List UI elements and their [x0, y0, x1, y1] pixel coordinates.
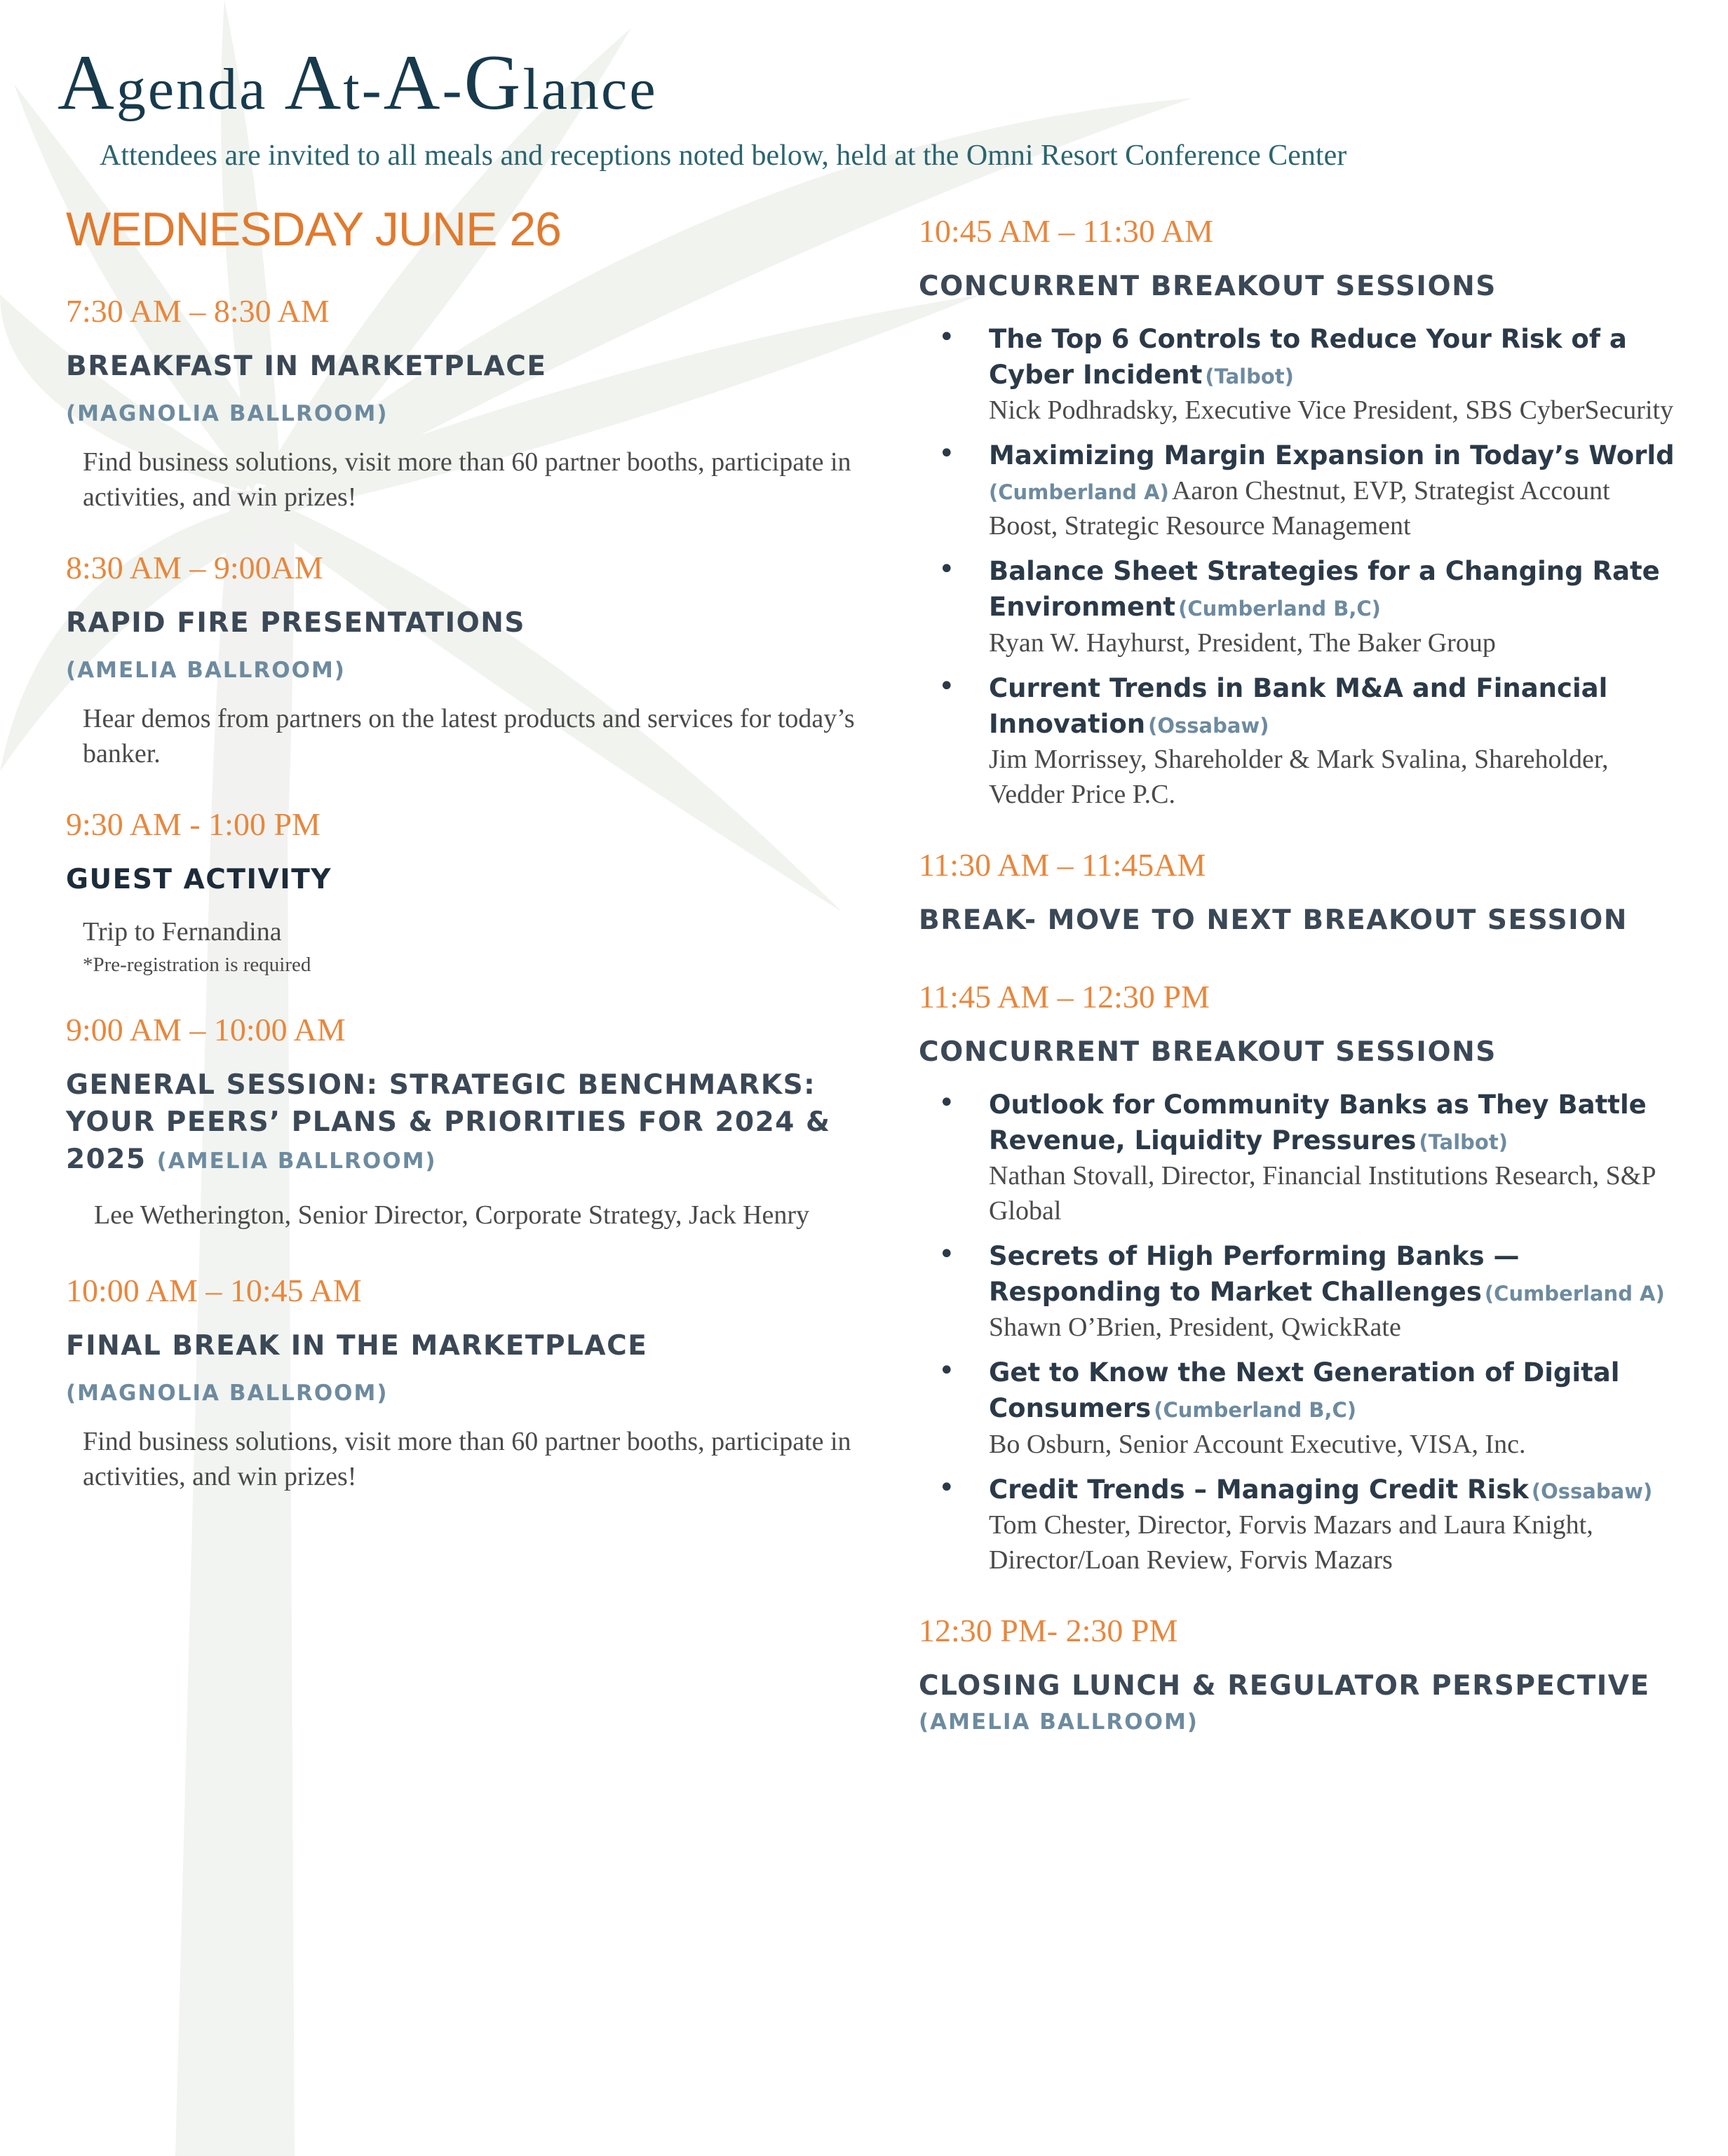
bullet-icon: •: [938, 670, 955, 703]
session-description: Trip to Fernandina: [83, 917, 282, 947]
session-title: CLOSING LUNCH & REGULATOR PERSPECTIVE: [919, 1670, 1650, 1702]
breakout-title: Get to Know the Next Generation of Digital Consumers: [989, 1357, 1620, 1424]
room-label: (AMELIA BALLROOM): [66, 657, 346, 683]
session-title: CONCURRENT BREAKOUT SESSIONS: [919, 1036, 1497, 1069]
bullet-icon: •: [938, 1086, 955, 1119]
room-label: (Ossabaw): [1148, 713, 1269, 738]
breakout-title: Maximizing Margin Expansion in Today’s World: [989, 440, 1675, 471]
right-column: [919, 212, 1676, 1735]
title-part: A: [58, 39, 116, 126]
session-title: [66, 1067, 865, 1178]
time-slot: 10:00 AM – 10:45 AM: [66, 1273, 362, 1309]
time-slot: 11:30 AM – 11:45AM: [919, 847, 1206, 883]
left-column: [66, 202, 865, 1528]
session-description: Find business solutions, visit more than 60 partner booths, participate in activities, and win prizes!: [83, 1426, 851, 1492]
title-part: -: [442, 57, 464, 122]
session-title-text: GENERAL SESSION: STRATEGIC BENCHMARKS: YOUR PEERS’ PLANS & PRIORITIES FOR 2024 & 2025: [66, 1069, 831, 1175]
session-note: *Pre-registration is required: [83, 954, 311, 977]
speaker: Bo Osburn, Senior Account Executive, VISA, Inc.: [989, 1429, 1526, 1459]
bullet-icon: •: [938, 320, 955, 353]
title-part: A: [284, 39, 344, 126]
breakout-title: Credit Trends – Managing Credit Risk: [989, 1474, 1529, 1505]
day-heading: WEDNESDAY JUNE 26: [66, 203, 561, 256]
room-label: (AMELIA BALLROOM): [919, 1709, 1199, 1735]
breakout-title: The Top 6 Controls to Reduce Your Risk of a Cyber Incident: [989, 323, 1627, 390]
list-item: [919, 1087, 1676, 1228]
time-slot: 9:30 AM - 1:00 PM: [66, 806, 320, 843]
session-title: RAPID FIRE PRESENTATIONS: [66, 607, 526, 639]
title-part: A: [383, 39, 443, 126]
list-item: [919, 1472, 1676, 1578]
speaker: Nick Podhradsky, Executive Vice President, SBS CyberSecurity: [989, 395, 1674, 425]
session-title: CONCURRENT BREAKOUT SESSIONS: [919, 271, 1497, 303]
speaker: Shawn O’Brien, President, QwickRate: [989, 1313, 1401, 1343]
list-item: [919, 1355, 1676, 1461]
session-description: Find business solutions, visit more than 60 partner booths, participate in activities, and win prizes!: [83, 447, 851, 512]
list-item: [919, 438, 1676, 543]
session-title: GUEST ACTIVITY: [66, 864, 332, 896]
breakout-list: [919, 1087, 1676, 1578]
session-title: BREAK- MOVE TO NEXT BREAKOUT SESSION: [919, 904, 1628, 937]
session-description: Hear demos from partners on the latest products and services for today’s banker.: [83, 703, 855, 769]
session-title: FINAL BREAK IN THE MARKETPLACE: [66, 1330, 648, 1362]
session-description: Lee Wetherington, Senior Director, Corporate Strategy, Jack Henry: [94, 1200, 810, 1230]
speaker: Tom Chester, Director, Forvis Mazars and Laura Knight, Director/Loan Review, Forvis Mazars: [989, 1510, 1593, 1575]
title-part: t-: [343, 57, 384, 122]
room-label: (MAGNOLIA BALLROOM): [66, 1380, 389, 1406]
room-label: (Talbot): [1419, 1130, 1508, 1154]
time-slot: 9:00 AM – 10:00 AM: [66, 1012, 346, 1048]
room-label: (Cumberland B,C): [1154, 1398, 1356, 1423]
bullet-icon: •: [938, 1238, 955, 1271]
speaker: Jim Morrissey, Shareholder & Mark Svalina, Shareholder, Vedder Price P.C.: [989, 744, 1609, 809]
room-label: (Cumberland B,C): [1178, 597, 1381, 621]
room-label: (Ossabaw): [1531, 1479, 1653, 1503]
bullet-icon: •: [938, 1355, 955, 1388]
title-part: G: [464, 39, 523, 126]
list-item: [919, 1238, 1676, 1345]
room-label: (Cumberland A): [1484, 1282, 1665, 1306]
room-label: (Talbot): [1205, 364, 1294, 388]
bullet-icon: •: [938, 438, 955, 470]
time-slot: 10:45 AM – 11:30 AM: [919, 213, 1214, 249]
room-label: (MAGNOLIA BALLROOM): [66, 400, 389, 426]
breakout-title: Outlook for Community Banks as They Battle Revenue, Liquidity Pressures: [989, 1089, 1647, 1155]
session-title: BREAKFAST IN MARKETPLACE: [66, 351, 547, 383]
speaker: Nathan Stovall, Director, Financial Institutions Research, S&P Global: [989, 1160, 1656, 1226]
time-slot: 11:45 AM – 12:30 PM: [919, 978, 1210, 1015]
room-label: (AMELIA BALLROOM): [156, 1148, 437, 1174]
breakout-list: [919, 321, 1676, 812]
title-part: genda: [116, 57, 285, 122]
breakout-title: Secrets of High Performing Banks — Responding to Market Challenges: [989, 1241, 1520, 1308]
page-title: [58, 39, 658, 126]
list-item: [919, 670, 1676, 812]
time-slot: 7:30 AM – 8:30 AM: [66, 293, 330, 329]
bullet-icon: •: [938, 553, 955, 586]
title-part: lance: [522, 57, 658, 122]
bullet-icon: •: [938, 1471, 955, 1504]
time-slot: 12:30 PM- 2:30 PM: [919, 1613, 1178, 1649]
breakout-title: Current Trends in Bank M&A and Financial Innovation: [989, 672, 1608, 739]
list-item: [919, 321, 1676, 428]
speaker: Ryan W. Hayhurst, President, The Baker Group: [989, 628, 1496, 658]
speaker: Aaron Chestnut, EVP, Strategist Account Boost, Strategic Resource Management: [989, 476, 1610, 541]
room-label: (Cumberland A): [989, 480, 1169, 505]
list-item: [919, 553, 1676, 660]
time-slot: 8:30 AM – 9:00AM: [66, 550, 323, 586]
breakout-title: Balance Sheet Strategies for a Changing Rate Environment: [989, 556, 1660, 623]
page-subtitle: Attendees are invited to all meals and receptions noted below, held at the Omni Resort Conference Center: [100, 140, 1347, 172]
